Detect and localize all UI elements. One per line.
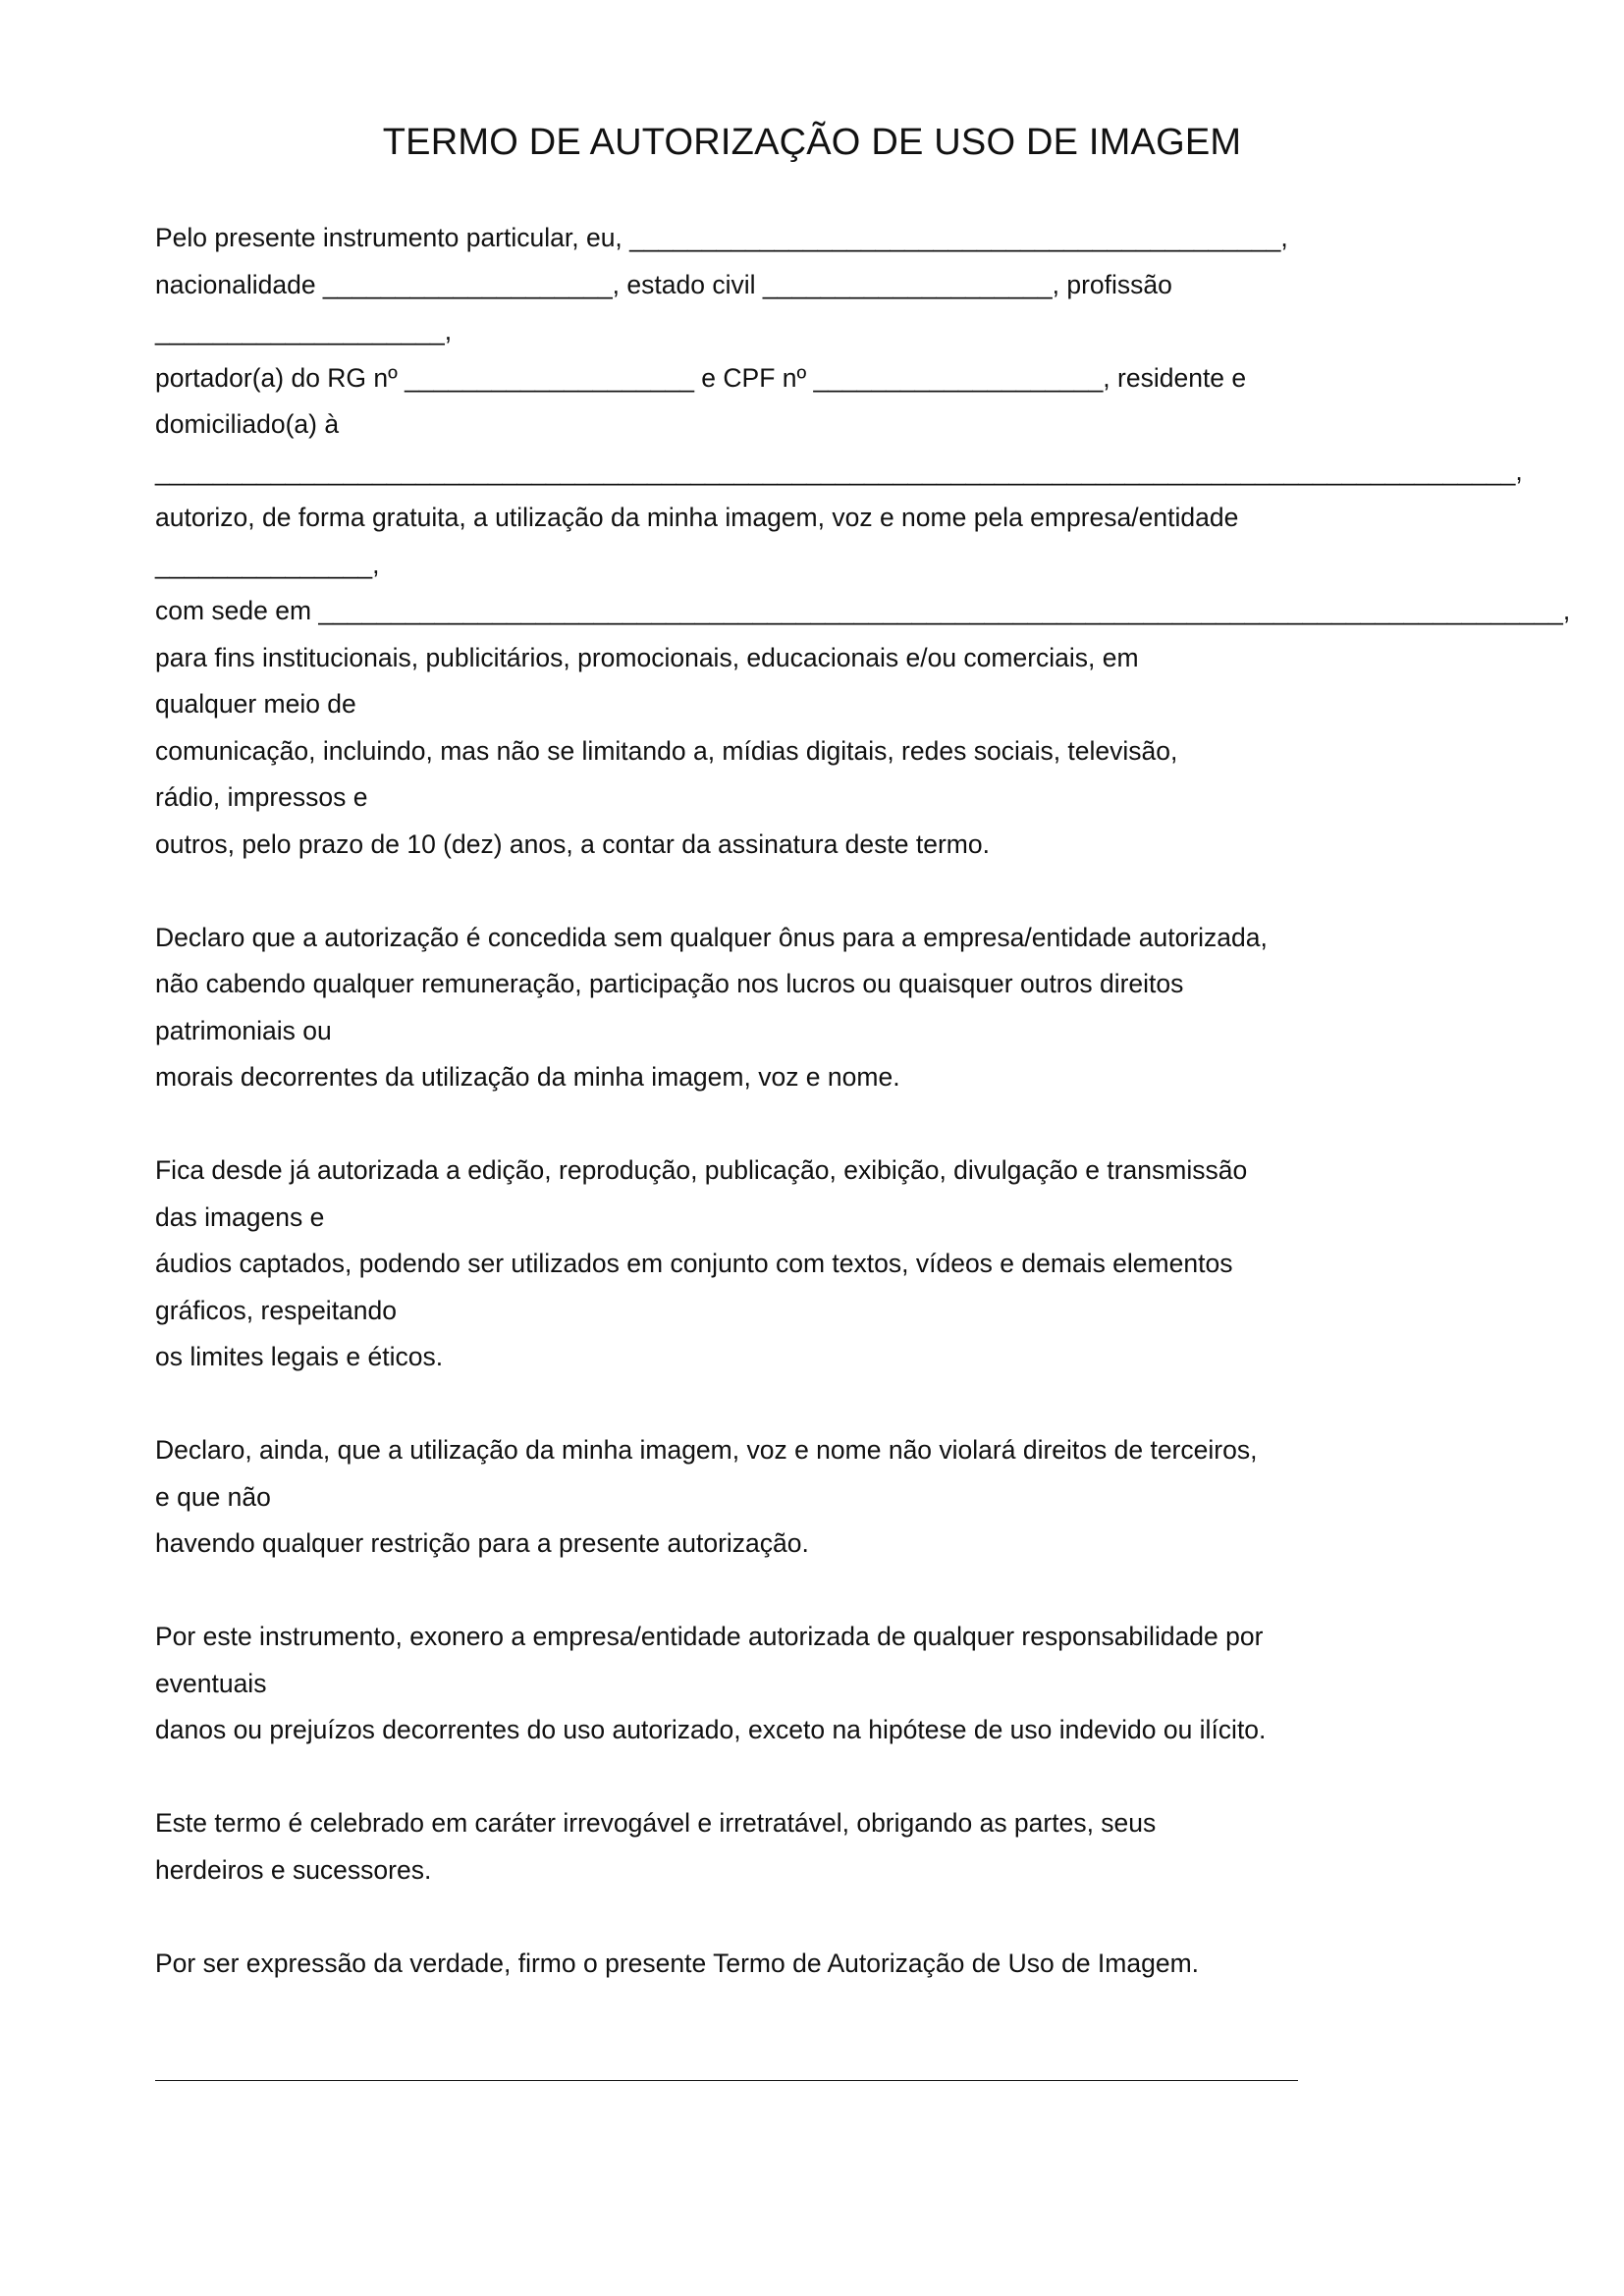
liability-paragraph — [155, 1614, 1569, 1754]
third-parties-paragraph — [155, 1427, 1569, 1568]
text-line: comunicação, incluindo, mas não se limitando a, mídias digitais, redes sociais, televisão, — [155, 735, 1178, 766]
text-line: herdeiros e sucessores. — [155, 1854, 432, 1885]
document-title: TERMO DE AUTORIZAÇÃO DE USO DE IMAGEM — [382, 122, 1242, 163]
text-line: ____________________, — [155, 316, 453, 346]
text-line: eventuais — [155, 1668, 267, 1698]
text-line: áudios captados, podendo ser utilizados em conjunto com textos, vídeos e demais elementos — [155, 1249, 1233, 1278]
text-line: havendo qualquer restrição para a presente autorização. — [155, 1528, 809, 1558]
document-body — [155, 215, 1569, 1987]
irrevocable-paragraph — [155, 1800, 1569, 1894]
text-line: das imagens e — [155, 1201, 325, 1232]
closing-paragraph — [155, 1941, 1569, 1988]
paragraph-gap — [155, 868, 1569, 915]
paragraph-gap — [155, 1894, 1569, 1941]
text-line: morais decorrentes da utilização da minha imagem, voz e nome. — [155, 1062, 900, 1092]
text-line: Fica desde já autorizada a edição, reprodução, publicação, exibição, divulgação e transmissão — [155, 1155, 1248, 1185]
text-line: Declaro, ainda, que a utilização da minha imagem, voz e nome não violará direitos de terceiros, — [155, 1435, 1258, 1465]
paragraph-gap — [155, 1568, 1569, 1615]
text-line: Declaro que a autorização é concedida sem qualquer ônus para a empresa/entidade autorizada, — [155, 922, 1268, 952]
paragraph-gap — [155, 1754, 1569, 1801]
declaration-paragraph — [155, 915, 1569, 1101]
text-line: rádio, impressos e — [155, 782, 368, 812]
editing-paragraph — [155, 1148, 1569, 1381]
identification-paragraph — [155, 215, 1569, 868]
text-line: não cabendo qualquer remuneração, participação nos lucros ou quaisquer outros direitos — [155, 969, 1184, 998]
paragraph-gap — [155, 1101, 1569, 1148]
paragraph-gap — [155, 1381, 1569, 1428]
text-line: para fins institucionais, publicitários, promocionais, educacionais e/ou comerciais, em — [155, 642, 1139, 672]
text-line: e que não — [155, 1481, 271, 1512]
text-line: domiciliado(a) à — [155, 409, 340, 439]
text-line: gráficos, respeitando — [155, 1295, 398, 1325]
text-line: Por este instrumento, exonero a empresa/entidade autorizada de qualquer responsabilidade por — [155, 1622, 1264, 1651]
text-line: danos ou prejuízos decorrentes do uso autorizado, exceto na hipótese de uso indevido ou ilícito. — [155, 1715, 1267, 1744]
text-line: Pelo presente instrumento particular, eu, _____________________________________________, — [155, 223, 1288, 252]
text-line: portador(a) do RG nº ____________________ e CPF nº ____________________, residente e — [155, 362, 1247, 393]
text-line: outros, pelo prazo de 10 (dez) anos, a contar da assinatura deste termo. — [155, 828, 990, 859]
text-line: ______________________________________________________________________________________________, — [155, 455, 1523, 486]
text-line: nacionalidade ____________________, estado civil ____________________, profissão — [155, 269, 1172, 299]
text-line: Este termo é celebrado em caráter irrevogável e irretratável, obrigando as partes, seus — [155, 1808, 1157, 1838]
text-line: _______________, — [155, 549, 380, 579]
text-line: qualquer meio de — [155, 689, 356, 719]
text-line: com sede em ______________________________________________________________________________________, — [155, 596, 1571, 625]
text-line: autorizo, de forma gratuita, a utilização da minha imagem, voz e nome pela empresa/entidade — [155, 503, 1239, 532]
signature-line[interactable] — [155, 2080, 1298, 2081]
text-line: patrimoniais ou — [155, 1015, 332, 1045]
text-line: os limites legais e éticos. — [155, 1342, 444, 1371]
text-line: Por ser expressão da verdade, firmo o presente Termo de Autorização de Uso de Imagem. — [155, 1948, 1200, 1978]
